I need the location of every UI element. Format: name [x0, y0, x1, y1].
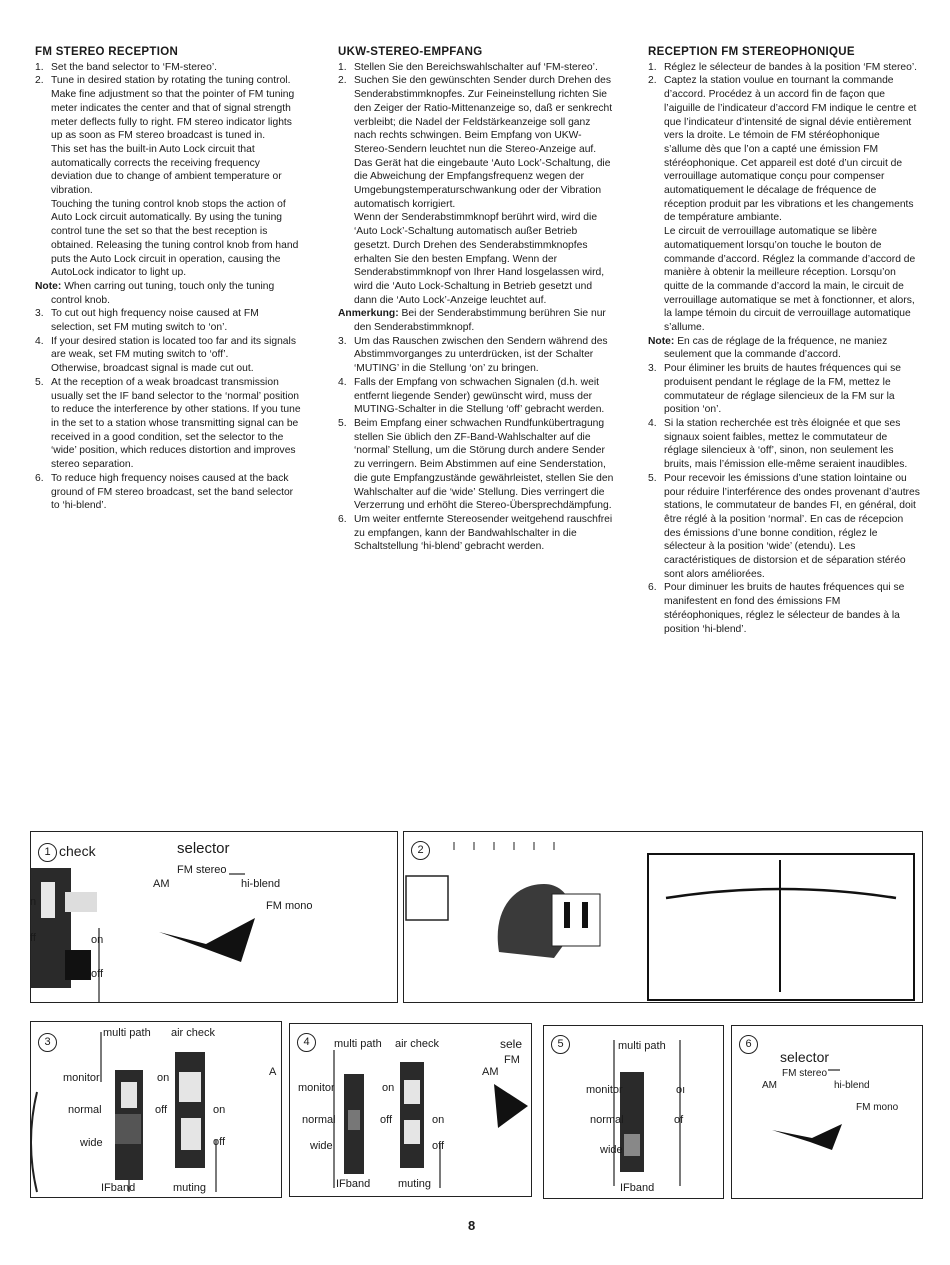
- german-note: Anmerkung: Bei der Senderabstimmung berühren Sie nur den Senderabstimmknopf.: [338, 308, 606, 334]
- fig5-multi-path-label: multi path: [618, 1040, 666, 1052]
- fig1-switch-slot: [41, 882, 55, 918]
- fig5-monitor-label: monitor: [586, 1084, 623, 1096]
- french-column: [648, 46, 920, 636]
- fig1-am-label: AM: [153, 878, 170, 890]
- fig3-number: 3: [38, 1033, 57, 1052]
- german-title: UKW-STEREO-EMPFANG: [338, 46, 483, 58]
- french-item-6: 6. Pour diminuer les bruits de hautes fréquences qui se manifestent en fond des émissions FM stéréophoniques, réglez le sélecteur de bandes à la position ‘hi-blend’.: [648, 582, 905, 635]
- fig1-selector-knob: [159, 918, 255, 962]
- fig1-switch-knob: [65, 950, 91, 980]
- fig5-wide-label: wide: [600, 1144, 623, 1156]
- figure-6: [731, 1025, 923, 1199]
- german-item-1: 1. Stellen Sie den Bereichswahlschalter auf ‘FM-stereo’.: [338, 61, 598, 73]
- figure-5: [543, 1025, 724, 1199]
- fig3-wide-label: wide: [80, 1137, 103, 1149]
- english-item-1: 1. Set the band selector to ‘FM-stereo’.: [35, 61, 217, 73]
- fig5-normal-label: normal: [590, 1114, 624, 1126]
- french-item-4: 4. Si la station recherchée est très éloignée et que ses signaux soient faibles, mettez le commutateur de réglage silencieux à ‘off’, sinon, non seulement les bruits, mais l’émission elle-même seraient inaudibles.: [648, 417, 908, 471]
- french-title: RECEPTION FM STEREOPHONIQUE: [648, 46, 855, 58]
- fig5-of-label: of: [674, 1114, 684, 1126]
- fig1-ff-label: ff: [30, 932, 36, 944]
- english-list-2: [35, 307, 303, 513]
- figure-3: [30, 1021, 282, 1198]
- fig4-wide-label: wide: [310, 1140, 333, 1152]
- fig4-am-label: AM: [482, 1066, 499, 1078]
- german-item-2: 2. Suchen Sie den gewünschten Sender durch Drehen des Senderabstimmknopfes. Zur Feineinstellung richten Sie den Zeiger der Ratio-Mittenanzeige so, daß er senkrecht verbleibt; die Nadel der Feldstärkeanzeige soll ganz nach rechts schwingen. Beim Empfang von UKW-Stereo-Sendern leuchtet nun die Stereo-Anzeige auf. Das Gerät hat die eingebaute ‘Auto Lock’-Schaltung, die die Abweichung der Empfangsfrequenz wegen der Umgebungstemperaturschwankung oder der Vibration automatisch korrigiert. Wenn der Senderabstimmknopf berührt wird, wird die ‘Auto Lock’-Schaltung automatisch außer Betrieb gesetzt. Durch Drehen des Senderabstimmknopfes erhalten Sie den besten Empfang. Wenn der Senderabstimmknopf von Ihrer Hand losgelassen wird, wird die ‘Auto Lock-Schaltung in Betrieb gesetzt und dann die ‘Auto Lock’-Anzeige leuchtet auf.: [338, 75, 613, 306]
- fig3-off-label: off: [155, 1104, 168, 1116]
- english-item-3: 3. To cut out high frequency noise caused at FM selection, set FM muting switch to ‘on’.: [35, 308, 259, 334]
- english-item-6: 6. To reduce high frequency noises caused at the back ground of FM stereo broadcast, set the band selector to ‘hi-blend’.: [35, 472, 294, 512]
- fig1-off-label: off: [91, 968, 104, 980]
- figure-2-drawing: [404, 832, 922, 1002]
- french-item-2: 2. Captez la station voulue en tournant la commande d’accord. Procédez à un accord fin de façon que l’aiguille de l’indicateur d’accord FM indique le centre et que l’indicateur d’intensité de signal dévie entièrement vers la droite. Le témoin de FM stéréophonique s’allume dès que l’on a capté une émission FM stéréophonique. Cet appareil est doté d’un circuit de verrouillage automatique conçu pour compenser automatiquement le décalage de fréquence de réception produit par les vibrations et les changements de température ambiante. Le circuit de verrouillage automatique se libère automatiquement lorsqu’on touche le bouton de commande d’accord. Réglez la commande d’accord de manière à obtenir la meilleure réception. Lorsqu’on quitte de la commande d’accord la main, le circuit de verrouillage automatique se met à fonctionner, et alors, la lampe témoin du circuit de verrouillage automatique s’allume.: [648, 75, 917, 334]
- fig1-on-label: on: [91, 934, 104, 946]
- english-title: FM STEREO RECEPTION: [35, 46, 179, 58]
- fig1-switch-lever: [65, 892, 97, 912]
- fig4-ifband-label: IFband: [336, 1178, 371, 1190]
- fig4-fm-label: FM: [504, 1054, 520, 1066]
- fig3-muting-switch: [175, 1052, 205, 1168]
- figure-1: [30, 831, 398, 1003]
- fig1-in-label: n: [30, 896, 37, 908]
- fig4-sele-label: sele: [500, 1037, 523, 1051]
- fig6-selector-knob: [772, 1124, 842, 1150]
- fig4-on-label: on: [382, 1082, 395, 1094]
- german-item-5: 5. Beim Empfang einer schwachen Rundfunkübertragung stellen Sie üblich den ZF-Band-Wahlschalter auf die ‘normal’ Stellung, um die Störung durch andere Sender zu verringern. Beim Abstimmen auf eine Senderstation, die gute Empfangzustände gewährleistet, stellen Sie den Wahlschalter auf die ‘wide’ Stellung. Dies verringert die Verzerrung und erhöht die Stereo-Übersprechdämpfung.: [338, 417, 614, 512]
- french-note: Note: En cas de réglage de la fréquence, ne maniez seulement que la commande d’accord.: [648, 335, 888, 361]
- fig6-number: 6: [739, 1035, 758, 1054]
- fig6-hi-blend-label: hi-blend: [834, 1080, 870, 1091]
- german-column: [338, 46, 614, 554]
- fig3-edge-label: A: [269, 1066, 277, 1078]
- fig4-off2-label: off: [432, 1140, 445, 1152]
- fig4-multi-path-label: multi path: [334, 1038, 382, 1050]
- fig4-number: 4: [297, 1033, 316, 1052]
- fig5-number: 5: [551, 1035, 570, 1054]
- fig6-fm-mono-label: FM mono: [856, 1102, 899, 1113]
- english-item-5: 5. At the reception of a weak broadcast transmission usually set the IF band selector to the ‘normal’ position to reduce the interference by other stations. If you tune in the set to a station whose transmitting signal can be received in a good condition, set the selector to the ‘wide’ position, which reduces distortion and improves stereo separation.: [35, 376, 301, 471]
- fig3-normal-label: normal: [68, 1104, 102, 1116]
- fig3-on2-label: on: [213, 1104, 226, 1116]
- fig2-meter-box: [406, 876, 448, 920]
- fig4-air-check-label: air check: [395, 1038, 440, 1050]
- fig4-monitor-label: monitor: [298, 1082, 335, 1094]
- english-item-2: 2. Tune in desired station by rotating the tuning control. Make fine adjustment so that the pointer of FM tuning meter indicates the center and that of signal strength meter deflects fully to right. FM stereo indicator lights up as soon as FM stereo broadcast is tuned in. This set has the built-in Auto Lock circuit that automatically corrects the receiving frequency deviation due to change of ambient temperature or vibration. Touching the tuning control knob stops the action of Auto Lock circuit automatically. By using the tuning control tune the set so that the best reception is obtained. Releasing the tuning control knob from hand puts the Auto Lock circuit in operation, causing the AutoLock indicator to light up.: [35, 75, 299, 279]
- fig4-normal-label: normal: [302, 1114, 336, 1126]
- english-note: Note: When carring out tuning, touch only the tuning control knob.: [35, 280, 275, 306]
- fig1-number: 1: [38, 843, 57, 862]
- english-list: [35, 61, 303, 280]
- french-list: [648, 61, 920, 335]
- german-list-2: [338, 335, 614, 554]
- fig1-fm-mono-label: FM mono: [266, 900, 313, 912]
- fig2-panel: [552, 894, 600, 946]
- fig6-fm-stereo-label: FM stereo: [782, 1068, 828, 1079]
- french-item-3: 3. Pour éliminer les bruits de hautes fréquences qui se produisent pendant le réglage de la FM, mettez le commutateur de réglage silencieux de la FM sur la position ‘on’.: [648, 363, 901, 416]
- fig1-check-label: check: [59, 843, 96, 859]
- german-item-6: 6. Um weiter entfernte Stereosender weitgehend rauschfrei zu empfangen, kann der Bandwahlschalter in die Schaltstellung ‘hi-blend’ gebracht werden.: [338, 513, 613, 553]
- fig3-on-label: on: [157, 1072, 170, 1084]
- fig4-on2-label: on: [432, 1114, 445, 1126]
- fig2-number: 2: [411, 841, 430, 860]
- fig4-muting-label: muting: [398, 1178, 432, 1190]
- fig3-air-check-label: air check: [171, 1027, 216, 1039]
- fig1-selector-label: selector: [177, 840, 230, 857]
- german-list: [338, 61, 614, 308]
- fig1-hi-blend-label: hi-blend: [241, 878, 281, 890]
- french-item-5: 5. Pour recevoir les émissions d’une station lointaine ou pour réduire l’interférence des ondes provenant d’autres stations, le commutateur de bandes FI, en général, doit être réglé à la position ‘normal’. En cas de récepcion des émissions d’une bonne condition, réglez le sélecteur à la position ‘wide’ (etendu). Les caractéristiques de distorsion et de séparation stéréo sont alors améliorées.: [648, 472, 920, 580]
- fig3-muting-label: muting: [173, 1182, 207, 1194]
- page-number: 8: [468, 1218, 476, 1233]
- figure-4: [289, 1023, 532, 1197]
- english-column: [35, 46, 303, 513]
- fig4-selector-knob: [494, 1084, 528, 1128]
- fig6-am-label: AM: [762, 1080, 777, 1091]
- german-item-3: 3. Um das Rauschen zwischen den Sendern während des Abstimmvorganges zu unterdrücken, ist der Schalter ‘MUTING’ in die Stellung ‘on’ zu bringen.: [338, 335, 608, 375]
- figure-2: [403, 831, 923, 1003]
- german-item-4: 4. Falls der Empfang von schwachen Signalen (d.h. weit entfernt liegende Sender) gewünscht wird, muss der MUTING-Schalter in die Stellung ‘off’ gebracht werden.: [338, 376, 605, 416]
- fig3-monitor-label: monitor: [63, 1072, 100, 1084]
- fig1-fm-stereo-label: FM stereo: [177, 864, 227, 876]
- fig4-muting-switch: [400, 1062, 424, 1168]
- fig4-off-label: off: [380, 1114, 393, 1126]
- fig3-multi-path-label: multi path: [103, 1027, 151, 1039]
- fig5-ifband-label: IFband: [620, 1182, 655, 1194]
- fig3-ifband-label: IFband: [101, 1182, 136, 1194]
- english-item-4: 4. If your desired station is located too far and its signals are weak, set FM muting switch to ‘off’. Otherwise, broadcast signal is made cut out.: [35, 335, 296, 375]
- fig3-off2-label: off: [213, 1136, 226, 1148]
- french-list-2: [648, 362, 920, 636]
- fig6-selector-label: selector: [780, 1049, 830, 1065]
- fig5-o-label: oı: [676, 1084, 686, 1096]
- french-item-1: 1. Réglez le sélecteur de bandes à la position ‘FM stereo’.: [648, 61, 917, 73]
